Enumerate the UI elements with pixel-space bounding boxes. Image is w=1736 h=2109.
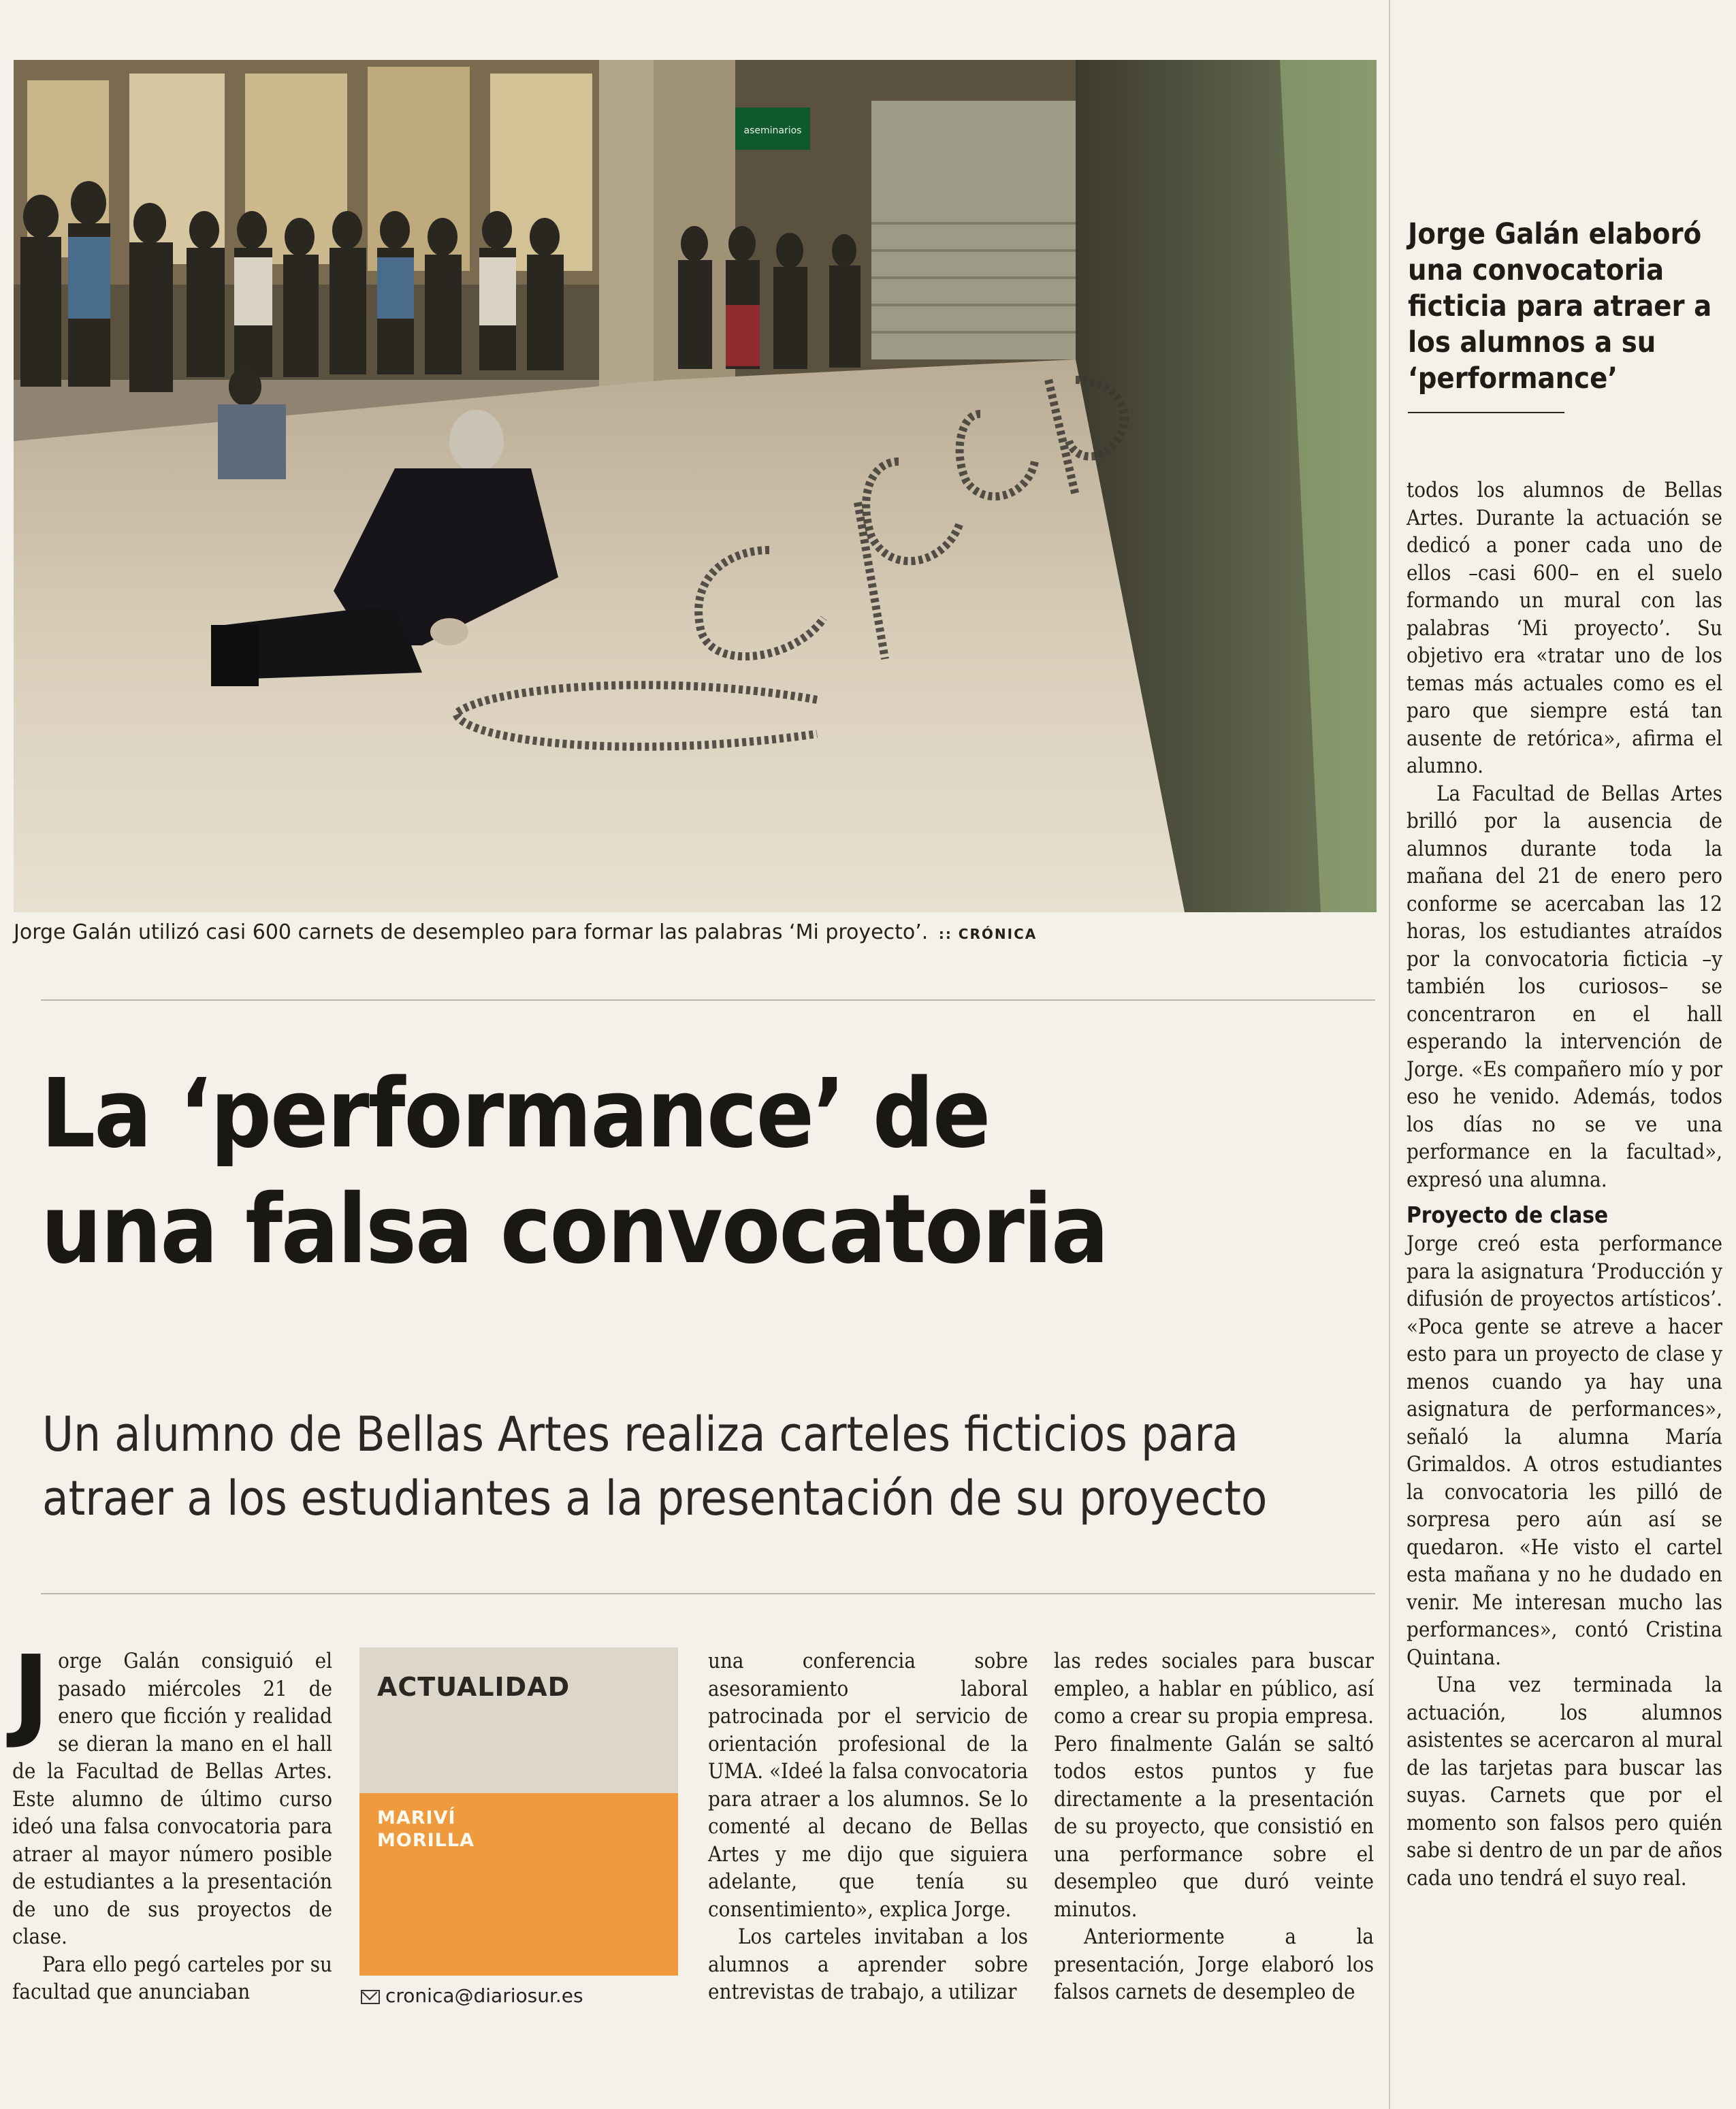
screen-text: aseminarios <box>743 125 802 136</box>
col4-paragraph-3: Jorge creó esta performance para la asignatura ‘Producción y difusión de proyectos artísticos’. «Poca gente se atreve a hacer esto para un proyecto de clase y menos cuando ya hay una asignatura de performances», señaló la alumna María Grimaldos. A otros estudiantes la convocatoria les pilló de sorpresa pero aún así se quedaron. «He visto el cartel esta mañana y no he dudado en venir. Me interesan mucho las performances», contó Cristina Quintana. <box>1407 1231 1722 1670</box>
section-label: ACTUALIDAD <box>377 1672 570 1702</box>
pull-quote-rule <box>1408 412 1564 413</box>
col2-paragraph-1: una conferencia sobre asesoramiento laboral patrocinada por el servicio de orientación profesional de la UMA. «Ideé la falsa convocatoria para atraer a los alumnos. Se lo comenté al decano de Bellas Artes y me dijo que siguiera adelante, que tenía su consentimiento», explica Jorge. <box>708 1649 1028 1922</box>
body-column-3 <box>1054 1647 1374 2006</box>
author-name <box>377 1807 649 1852</box>
col4-paragraph-1: todos los alumnos de Bellas Artes. Durante la actuación se dedicó a poner cada uno de ellos –casi 600– en el suelo formando un mural con las palabras ‘Mi proyecto’. Su objetivo era «tratar uno de los temas más actuales como es el paro que siempre está tan ausente de retórica», afirma el alumno. <box>1407 478 1722 778</box>
col1-p1-text: orge Galán consiguió el pasado miércoles 21 de enero que ficción y realidad se dieran la mano en el hall de la Facultad de Bellas Artes. Este alumno de último curso ideó una falsa convocatoria para atraer al mayor número posible de estudiantes a la presentación de uno de sus proyectos de clase. <box>12 1649 332 1949</box>
body-column-4 <box>1407 477 1722 1892</box>
body-column-2 <box>708 1647 1028 2006</box>
column-divider <box>1389 0 1390 2109</box>
col4-paragraph-2: La Facultad de Bellas Artes brilló por la ausencia de alumnos durante toda la mañana del 21 de enero pero conforme se acercaban las 12 horas, los estudiantes atraídos por la convocatoria ficticia –y también los curiosos– se concentraron en el hall esperando la intervención de Jorge. «Es compañero mío y por eso he venido. Además, todos los días no se ve una performance en la facultad», expresó una alumna. <box>1407 781 1722 1192</box>
headline-line-1: La ‘performance’ de <box>41 1059 990 1170</box>
headline-line-2: una falsa convocatoria <box>41 1174 1108 1285</box>
drop-cap: J <box>12 1634 50 1751</box>
subheadline <box>42 1402 1363 1530</box>
pull-quote <box>1408 216 1721 413</box>
headline <box>41 1057 1375 1288</box>
col1-paragraph-1 <box>12 1634 332 1951</box>
envelope-icon <box>361 1990 380 2004</box>
col3-paragraph-2: Anteriormente a la presentación, Jorge elaboró los falsos carnets de desempleo de <box>1054 1925 1374 2004</box>
author-first-name: MARIVÍ <box>377 1807 456 1829</box>
section-box <box>359 1647 678 1976</box>
photo-illustration <box>14 60 1377 912</box>
photo-credit: :: CRÓNICA <box>938 926 1038 942</box>
photo-caption <box>14 919 1375 948</box>
subheadline-line-2: atraer a los estudiantes a la presentación de su proyecto <box>42 1470 1268 1526</box>
subhead-bottom-rule <box>41 1593 1375 1594</box>
col2-paragraph-2: Los carteles invitaban a los alumnos a aprender sobre entrevistas de trabajo, a utilizar <box>708 1925 1028 2004</box>
headline-top-rule <box>41 999 1375 1001</box>
photo-caption-text: Jorge Galán utilizó casi 600 carnets de desempleo para formar las palabras ‘Mi proyecto’. <box>14 920 929 944</box>
body-column-1 <box>12 1634 332 2006</box>
col3-paragraph-1: las redes sociales para buscar empleo, a hablar en público, así como a crear su propia empresa. Pero finalmente Galán se saltó todos estos puntos y fue directamente a la presentación de su proyecto, que consistió en una performance sobre el desempleo que duró veinte minutos. <box>1054 1649 1374 1922</box>
col4-subheading: Proyecto de clase <box>1407 1202 1609 1228</box>
author-contact[interactable] <box>361 1984 679 2008</box>
news-photo <box>14 60 1377 912</box>
author-email[interactable]: cronica@diariosur.es <box>385 1984 583 2007</box>
author-panel <box>359 1793 678 1976</box>
col4-paragraph-4: Una vez terminada la actuación, los alumnos asistentes se acercaron al mural de las tarjetas para buscar las suyas. Carnets que por el momento son falsos pero quién sabe si dentro de un par de años cada uno tendrá el suyo real. <box>1407 1673 1722 1890</box>
author-last-name: MORILLA <box>377 1830 475 1851</box>
pull-quote-text: Jorge Galán elaboró una convocatoria ficticia para atraer a los alumnos a su ‘performance’ <box>1408 217 1712 396</box>
subheadline-line-1: Un alumno de Bellas Artes realiza carteles ficticios para <box>42 1406 1239 1462</box>
section-label-panel <box>359 1647 678 1793</box>
col1-paragraph-2: Para ello pegó carteles por su facultad que anunciaban <box>12 1952 332 2004</box>
